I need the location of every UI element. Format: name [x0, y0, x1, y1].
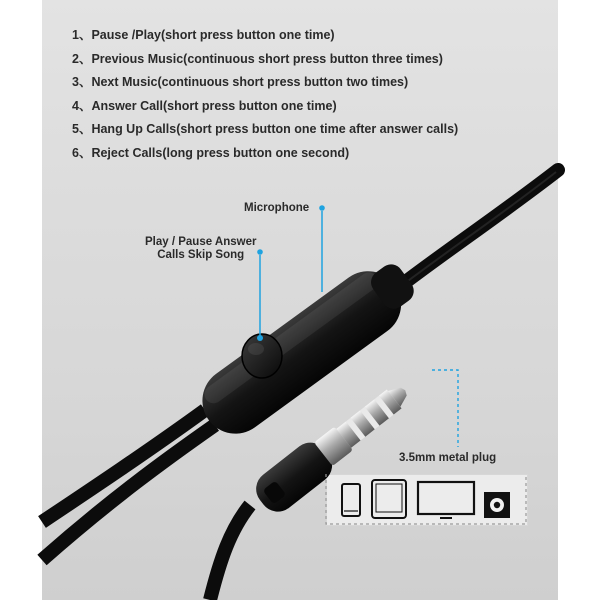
monitor-icon [418, 482, 474, 518]
remote-button-icon [242, 334, 282, 378]
feature-text: Pause /Play(short press button one time) [91, 28, 335, 42]
feature-item: 3、Next Music(continuous short press button two times) [72, 75, 409, 90]
feature-item: 2、Previous Music(continuous short press button three times) [72, 51, 443, 66]
feature-text: Previous Music(continuous short press button three times) [91, 51, 443, 66]
feature-item: 6、Reject Calls(long press button one second) [72, 145, 350, 160]
plug-label: 3.5mm metal plug [399, 452, 497, 464]
lower-cable-right [42, 425, 215, 560]
feature-text: Hang Up Calls(short press button one time after answer calls) [91, 122, 459, 137]
feature-text: Reject Calls(long press button one second) [91, 145, 350, 160]
play-pause-label-line1: Play / Pause Answer [145, 236, 257, 248]
feature-text: Answer Call(short press button one time) [91, 98, 337, 113]
speaker-icon [484, 492, 510, 518]
lower-cable-left [42, 410, 205, 522]
play-pause-label [145, 236, 256, 262]
feature-item: 1、Pause /Play(short press button one time) [72, 28, 335, 42]
feature-text: Next Music(continuous short press button two times) [91, 75, 409, 90]
tablet-icon [372, 480, 406, 518]
feature-item: 5、Hang Up Calls(short press button one time after answer calls) [72, 122, 459, 137]
feature-item: 4、Answer Call(short press button one time) [72, 98, 337, 113]
phone-icon [342, 484, 360, 516]
play-pause-label-line2: Calls Skip Song [157, 249, 245, 261]
plug-cable [210, 505, 250, 600]
microphone-label: Microphone [244, 202, 310, 214]
